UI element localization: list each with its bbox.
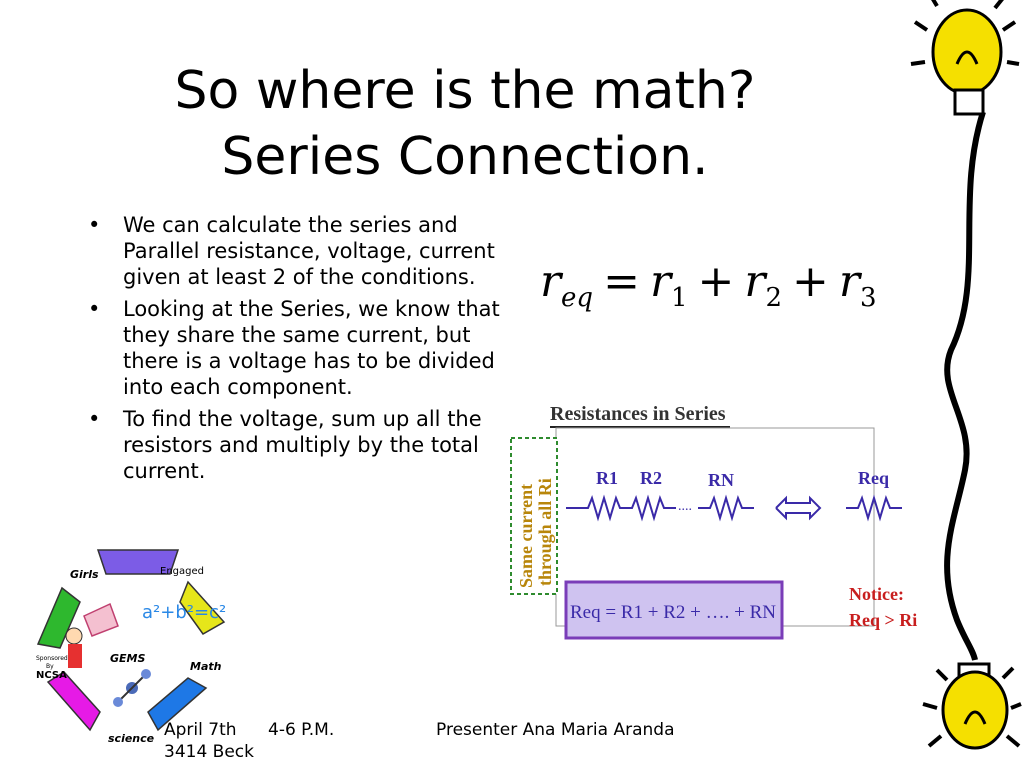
molecule-atom xyxy=(141,669,151,679)
formula-sub-2: 2 xyxy=(765,283,783,313)
bullet-item xyxy=(84,212,504,290)
logo-label-science: science xyxy=(108,732,155,745)
bullet-item xyxy=(84,406,504,484)
bullet-dot: • xyxy=(88,407,101,431)
side-label-1: Same current xyxy=(516,483,536,588)
equation-text: Req = R1 + R2 + …. + RN xyxy=(570,602,776,623)
molecule-atom xyxy=(113,697,123,707)
bulb-bottom-icon xyxy=(943,672,1007,748)
decorative-bulbs xyxy=(895,0,1023,784)
formula-term: r xyxy=(838,256,860,307)
bulb-top-base xyxy=(955,90,983,114)
series-diagram xyxy=(508,398,928,644)
resistor-ellipsis: .... xyxy=(678,499,692,514)
formula-equals: = xyxy=(603,256,640,307)
bullet-dot: • xyxy=(88,213,101,237)
resistor-rn xyxy=(698,498,754,518)
footer-presenter: Presenter Ana Maria Aranda xyxy=(436,720,675,740)
molecule-bond xyxy=(118,674,146,702)
bullet-list xyxy=(84,212,504,490)
logo-label-math: Math xyxy=(190,660,222,673)
girl-icon xyxy=(66,628,82,644)
label-rn: RN xyxy=(708,470,734,490)
side-label-2: through all Ri xyxy=(535,478,555,586)
label-r1: R1 xyxy=(596,468,618,488)
girl-body-icon xyxy=(68,644,82,668)
title-line-1: So where is the math? xyxy=(174,61,756,121)
laptop-icon xyxy=(84,604,118,636)
label-req: Req xyxy=(858,468,889,488)
logo-label-ncsa: NCSA xyxy=(36,670,67,681)
formula-sub-1: 1 xyxy=(671,283,688,313)
logo-label-by: By xyxy=(46,663,54,670)
footer-date: April 7th xyxy=(164,720,237,740)
formula-icon: a²+b²=c² xyxy=(142,602,227,623)
footer-time: 4-6 P.M. xyxy=(268,720,335,740)
notice-line-1: Notice: xyxy=(849,584,904,604)
bulb-wire xyxy=(947,112,983,660)
bullet-text: We can calculate the series and Parallel resistance, voltage, current given at least 2 of the conditions. xyxy=(123,213,495,289)
slide-title xyxy=(120,58,810,190)
label-r2: R2 xyxy=(640,468,662,488)
bullet-text: To find the voltage, sum up all the resistors and multiply by the total current. xyxy=(123,407,482,483)
logo-label-girls: Girls xyxy=(70,568,99,581)
logo-label-engaged: Engaged xyxy=(160,566,204,577)
title-line-2: Series Connection. xyxy=(221,127,709,187)
gems-logo xyxy=(28,540,238,750)
bullet-item xyxy=(84,296,504,400)
equivalence-arrow-icon xyxy=(776,498,820,518)
notice-line-2: Req > Ri xyxy=(849,610,918,630)
logo-center-gems: GEMS xyxy=(110,652,146,665)
footer-room: 3414 Beck xyxy=(164,742,254,762)
formula-sub-3: 3 xyxy=(859,283,877,313)
formula-plus: + xyxy=(697,256,735,307)
diagram-heading: Resistances in Series xyxy=(550,403,726,425)
formula-lhs: r xyxy=(540,256,562,307)
formula-term: r xyxy=(649,256,671,307)
formula-lhs-sub: eq xyxy=(561,283,594,313)
bullet-text: Looking at the Series, we know that they share the same current, but there is a voltage has to be divided into each component. xyxy=(123,297,500,399)
formula-term: r xyxy=(744,256,766,307)
bullet-dot: • xyxy=(88,297,101,321)
formula-plus: + xyxy=(792,256,829,307)
logo-label-sponsored: Sponsored xyxy=(36,655,68,662)
series-resistance-formula xyxy=(540,252,880,312)
resistor-chain xyxy=(566,498,676,518)
